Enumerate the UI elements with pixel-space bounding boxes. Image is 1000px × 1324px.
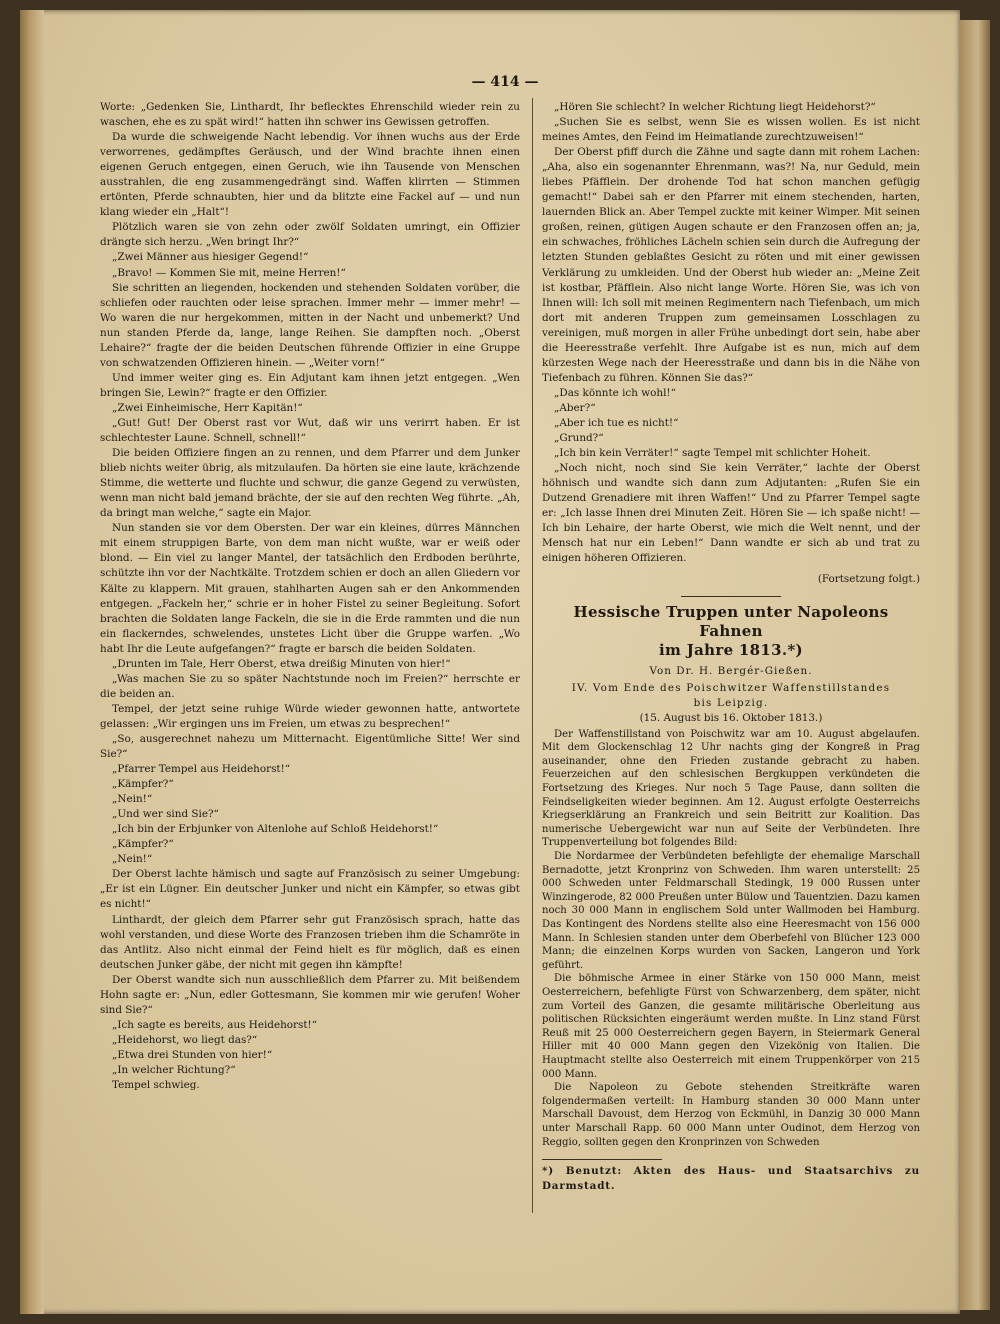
book-spine-shadow [20,10,44,1314]
continuation-note: (Fortsetzung folgt.) [817,573,920,586]
story-paragraph: „Noch nicht, noch sind Sie kein Verräter,“ lachte der Oberst höhnisch und wandte sich dann zum Adjutanten: „Rufen Sie ein Dutzend Grenadiere mit ihren Waffen!“ Und zu Pfarrer Tempel sagte er: „Ich lasse Ihnen drei Minuten Zeit. Hören Sie — ich spaße nicht! — Ich bin Lehaire, der harte Oberst, wie mich die Welt nennt, und der Mensch hat nur ein Leben!“ Dann wandte er sich ab und trat zu einigen höheren Offizieren. [542,462,920,565]
story-paragraph: Und immer weiter ging es. Ein Adjutant kam ihnen jetzt entgegen. „Wen bringen Sie, Lewin?“ fragte er den Offizier. [100,371,520,399]
article-byline: Von Dr. H. Bergér-Gießen. [649,664,813,677]
story-paragraph: Der Oberst lachte hämisch und sagte auf Französisch zu seiner Umgebung: „Er ist ein Lügner. Ein deutscher Junker und nicht ein Kämpfer, so etwas gibt es nicht!“ [100,868,520,911]
story-paragraph: Nun standen sie vor dem Obersten. Der war ein kleines, dürres Männchen mit einem struppigen Barte, von dem man nicht wußte, war er weiß oder blond. — Ein viel zu langer Mantel, der tatsächlich den Erdboden berührte, schützte ihn vor der Nachtkälte. Trotzdem schien er doch an allen Gliedern vor Kälte zu klappern. Mit grauen, stahlharten Augen sah er den Ankommenden entgegen. „Fackeln her,“ schrie er in hoher Fistel zu seiner Begleitung. Sofort brachten die Soldaten lange Fackeln, die sie in die Erde rammten und die nun ein flackerndes, schwelendes, unstetes Licht über die Gruppe warfen. „Wo habt Ihr die Leute aufgefangen?“ fragte er barsch die beiden Soldaten. [100,522,520,655]
right-column [542,100,920,1220]
date-range: (15. August bis 16. Oktober 1813.) [639,711,823,724]
story-paragraph: Sie schritten an liegenden, hockenden und stehenden Soldaten vorüber, die schliefen oder rauchten oder leise sprachen. Immer mehr — immer mehr! — Wo waren die nur hergekommen, mitten in der Nacht und unbemerkt? Und nun standen Pferde da, lange, lange Reihen. Sie dampften noch. „Oberst Lehaire?“ fragte der die beiden Deutschen führende Offizier in eine Gruppe von schwatzenden Offizieren hinein. — „Weiter vorn!“ [100,281,520,369]
story-paragraph: „In welcher Richtung?“ [112,1064,236,1076]
footnote: *) Benutzt: Akten des Haus- und Staatsarchivs zu Darmstadt. [542,1165,920,1193]
story-paragraph: „Pfarrer Tempel aus Heidehorst!“ [112,763,291,776]
story-paragraph: „Hören Sie schlecht? In welcher Richtung liegt Heidehorst?“ [554,101,876,113]
page-number: — 414 — [471,74,539,90]
section-heading-line: bis Leipzig. [693,696,769,709]
story-paragraph: Die beiden Offiziere fingen an zu rennen, und dem Pfarrer und dem Junker blieb nichts weiter übrig, als mitzulaufen. Da hörten sie eine laute, krächzende Stimme, die wetterte und fluchte und schwur, die ganze Gegend zu verwüsten, wenn man nicht bald jemand brächte, der sie auf den rechten Weg führte. „Ah, da bringt man welche,“ sagte ein Major. [100,447,520,520]
story-paragraph: „Heidehorst, wo liegt das?“ [112,1033,258,1046]
section-heading [542,681,920,711]
story-paragraph: „Gut! Gut! Der Oberst rast vor Wut, daß wir uns verirrt haben. Er ist schlechtester Laune. Schnell, schnell!“ [100,416,520,445]
footnote-rule [542,1159,662,1160]
story-paragraph: „Kämpfer?“ [112,838,174,851]
article-title-line: Hessische Truppen unter Napoleons Fahnen [573,602,889,640]
next-page-edge [960,20,990,1310]
story-paragraph: „So, ausgerechnet nahezu um Mitternacht. Eigentümliche Sitte! Wer sind Sie?“ [100,732,520,761]
story-paragraph: „Das könnte ich wohl!“ [554,386,676,399]
story-paragraph: „Nein!“ [112,853,153,866]
article-paragraph: Die Napoleon zu Gebote stehenden Streitkräfte waren folgendermaßen verteilt: In Hamburg standen 30 000 Mann unter Marschall Davoust, dem Herzog von Eckmühl, in Danzig 30 000 Mann unter Marschall Rapp. 60 000 Mann unter Oudinot, dem Herzog von Reggio, sollten gegen den Kronprinzen von Schweden [542,1082,920,1148]
article-paragraph: Die Nordarmee der Verbündeten befehligte der ehemalige Marschall Bernadotte, jetzt Kronprinz von Schweden. Ihm waren unterstellt: 25 000 Schweden unter Feldmarschall Stedingk, 19 000 Russen unter Winzingerode, 82 000 Preußen unter Bülow und Tauentzien. Dazu kamen noch 30 000 Mann in englischem Sold unter Wallmoden bei Hamburg. Das Kontingent des Nordens stellte also eine Heeresmacht von 156 000 Mann. In Schlesien standen unter dem Oberbefehl von Blücher 123 000 Mann; die einzelnen Korps wurden von Sacken, Langeron und York geführt. [542,851,920,971]
section-heading-line: IV. Vom Ende des Poischwitzer Waffenstillstandes [571,681,891,694]
story-paragraph: „Ich sagte es bereits, aus Heidehorst!“ [112,1018,318,1031]
story-paragraph: „Aber ich tue es nicht!“ [554,416,679,429]
section-separator [681,596,781,597]
story-paragraph: „Suchen Sie es selbst, wenn Sie es wissen wollen. Es ist nicht meines Amtes, den Feind im Heimatlande zurechtzuweisen!“ [542,116,920,144]
story-paragraph: „Ich bin der Erbjunker von Altenlohe auf Schloß Heidehorst!“ [112,823,439,836]
article-title [542,603,920,660]
story-paragraph: Der Oberst wandte sich nun ausschließlich dem Pfarrer zu. Mit beißendem Hohn sagte er: „Nun, edler Gottesmann, Sie kommen mir wie gerufen! Woher sind Sie?“ [100,973,520,1016]
story-paragraph: „Drunten im Tale, Herr Oberst, etwa dreißig Minuten von hier!“ [112,657,451,670]
story-paragraph: „Nein!“ [112,793,153,806]
column-divider [532,98,533,1213]
story-paragraph: Tempel schwieg. [112,1079,200,1092]
story-paragraph: „Ich bin kein Verräter!“ sagte Tempel mit schlichter Hoheit. [554,447,871,460]
story-paragraph: „Aber?“ [554,401,596,414]
story-paragraph: „Zwei Männer aus hiesiger Gegend!“ [112,251,309,264]
article-paragraph: Der Waffenstillstand von Poischwitz war am 10. August abgelaufen. Mit dem Glockenschlag 12 Uhr nachts ging der Kongreß in Prag auseinander, ohne den Frieden zustande gebracht zu haben. Feuerzeichen auf den schlesischen Bergkuppen verkündeten die Fortsetzung des Krieges. Nur noch 5 Tage Pause, dann sollten die Feindseligkeiten wieder beginnen. Am 12. August erfolgte Oesterreichs Kriegserklärung an Frankreich und sein Beitritt zur Koalition. Das numerische Uebergewicht war nun auf Seite der Verbündeten. Ihre Truppenverteilung bot folgendes Bild: [542,728,920,849]
story-paragraph: „Kämpfer?“ [112,778,174,791]
story-paragraph: Der Oberst pfiff durch die Zähne und sagte dann mit rohem Lachen: „Aha, also ein sogenannter Ehrenmann, was?! Na, nur Geduld, mein liebes Pfäfflein. Der drohende Tod hat schon manchen gefügig gemacht!“ Dabei sah er den Pfarrer mit einem stechenden, harten, lauernden Blick an. Aber Tempel zuckte mit keiner Wimper. Mit seinen großen, reinen, gütigen Augen schaute er den Franzosen offen an; ja, ein schwaches, fröhliches Lächeln schien sein durch die Aufregung der letzten Stunden geblaßtes Gesicht zu röten und mit einer gewissen Verklärung zu umkleiden. Und der Oberst hub wieder an: „Meine Zeit ist kostbar, Pfäfflein. Also nicht lange Worte. Hören Sie, was ich von Ihnen will: Ich soll mit meinen Regimentern nach Tiefenbach, um mich dort mit anderen Truppen zum gemeinsamen Losschlagen zu vereinigen, muß morgen in aller Frühe unbedingt dort sein, habe aber die Heeresstraße verfehlt. Ihre Aufgabe ist es nun, mich auf dem kürzesten Wege nach der Heeresstraße und dann bis in die Nähe von Tiefenbach zu führen. Können Sie das?“ [542,146,920,384]
story-paragraph: Plötzlich waren sie von zehn oder zwölf Soldaten umringt, ein Offizier drängte sich herzu. „Wen bringt Ihr?“ [100,221,520,249]
story-paragraph: Tempel, der jetzt seine ruhige Würde wieder gewonnen hatte, antwortete gelassen: „Wir ergingen uns im Freien, um etwas zu besprechen!“ [100,702,520,730]
story-paragraph: Linthardt, der gleich dem Pfarrer sehr gut Französisch sprach, hatte das wohl verstanden, und diese Worte des Franzosen trieben ihm die Schamröte in das Antlitz. Also nicht einmal der Feind hielt es für möglich, daß es einen deutschen Junker gäbe, der nicht mit gegen ihn kämpfte! [100,913,520,971]
story-paragraph: „Zwei Einheimische, Herr Kapitän!“ [112,401,303,414]
story-paragraph: Worte: „Gedenken Sie, Linthardt, Ihr beflecktes Ehrenschild wieder rein zu waschen, ehe es zu spät wird!“ hatten ihn schwer ins Gewissen getroffen. [100,101,520,129]
story-paragraph: „Grund?“ [554,432,604,445]
story-paragraph: „Was machen Sie zu so später Nachtstunde noch im Freien?“ herrschte er die beiden an. [100,672,520,700]
story-paragraph: „Und wer sind Sie?“ [112,808,219,821]
story-paragraph: „Etwa drei Stunden von hier!“ [112,1048,273,1061]
article-paragraph: Die böhmische Armee in einer Stärke von 150 000 Mann, meist Oesterreichern, befehligte Fürst von Schwarzenberg, dem später, nicht zum Vorteil des Ganzen, die gesamte militärische Oberleitung aus politischen Rücksichten eingeräumt werden mußte. In Linz stand Fürst Reuß mit 25 000 Oesterreichern gegen Bayern, in Steiermark General Hiller mit 40 000 Mann gegen den Vizekönig von Italien. Die Hauptmacht stellte also Oesterreich mit einem Truppenkörper von 215 000 Mann. [542,973,920,1080]
left-column [100,100,520,1230]
story-paragraph: „Bravo! — Kommen Sie mit, meine Herren!“ [112,266,346,279]
story-paragraph: Da wurde die schweigende Nacht lebendig. Vor ihnen wuchs aus der Erde verworrenes, gedämpftes Geräusch, und der Wind brachte ihnen einen eigenen Geruch entgegen, einen Geruch, wie ihn Tausende von Menschen ausstrahlen, die eng zusammengedrängt sind. Waffen klirrten — Stimmen ertönten, Pferde schnaubten, hier und da blitzte eine Fackel auf — und nun klang wieder ein „Halt“! [100,131,520,219]
article-title-line: im Jahre 1813.*) [659,640,803,659]
article-body [542,728,920,1149]
